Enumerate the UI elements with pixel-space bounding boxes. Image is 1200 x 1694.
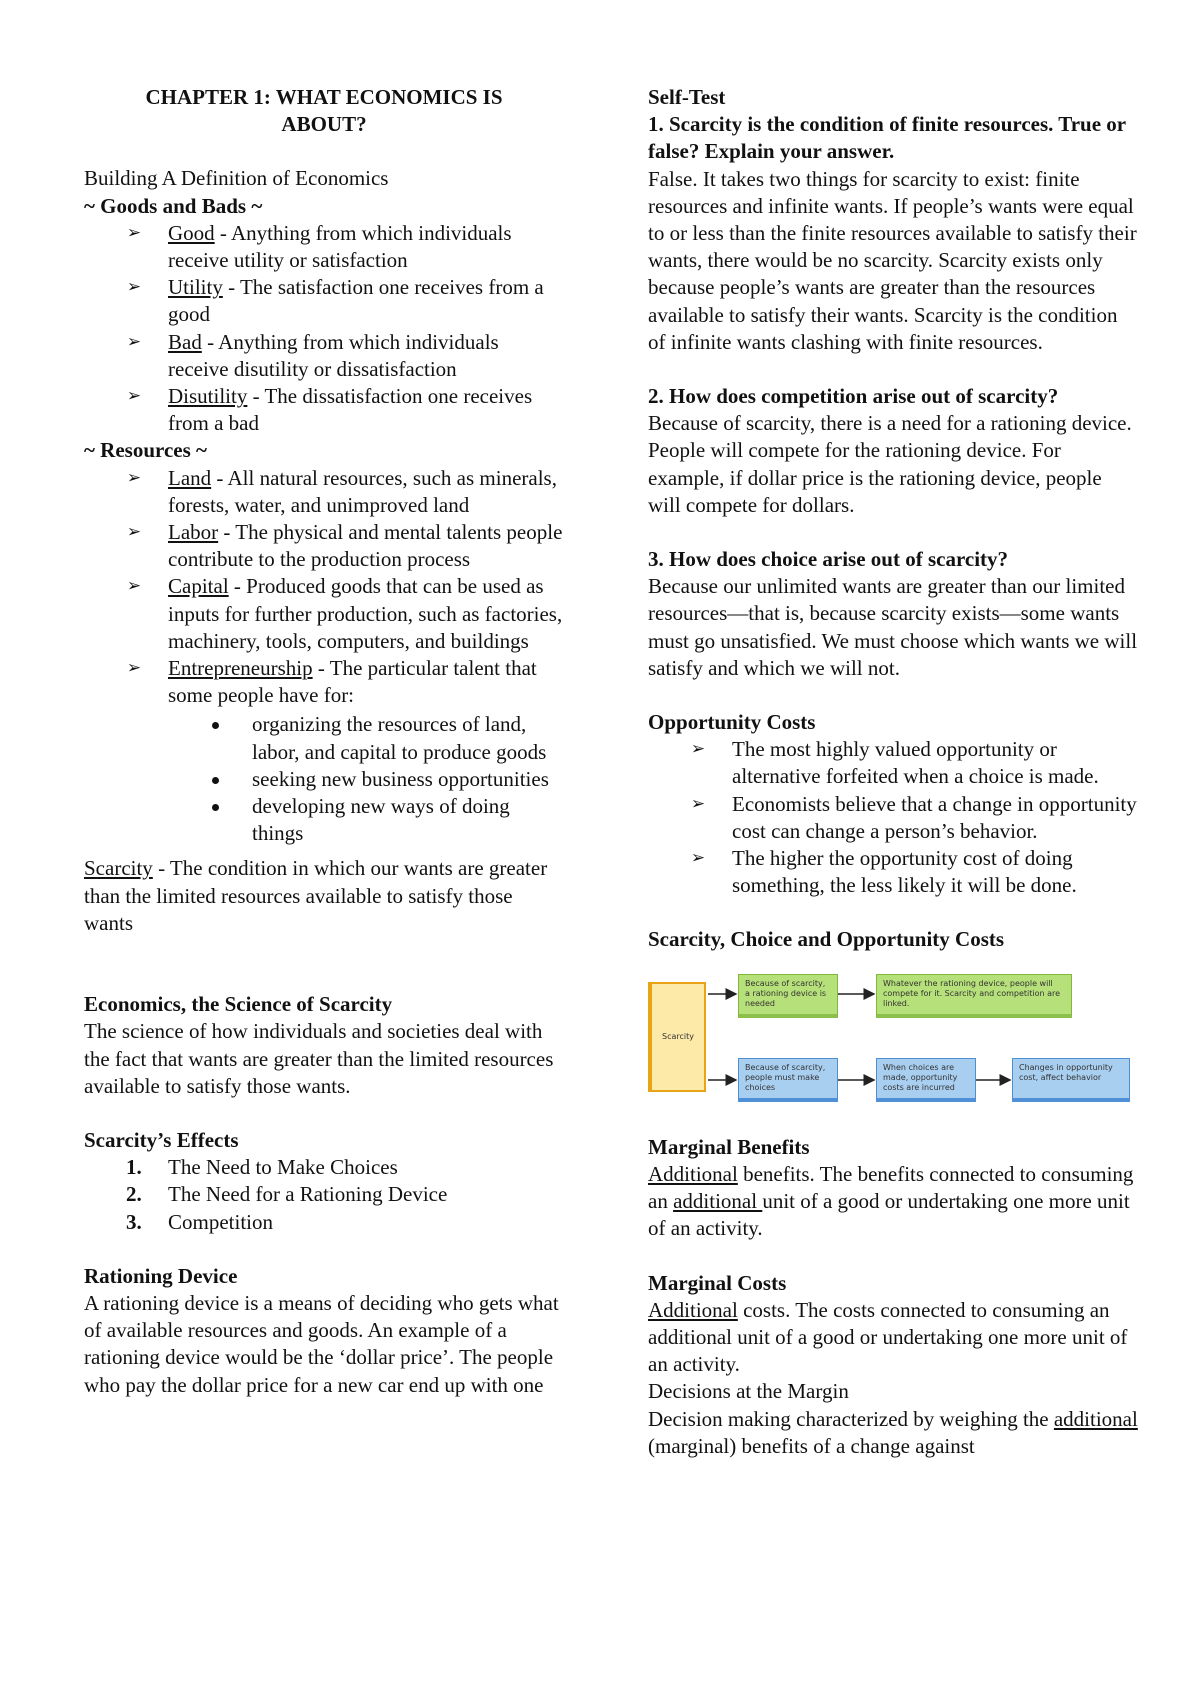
decisions-margin-text: Decision making characterized by weighing the additional (marginal) benefits of a change against [648, 1406, 1138, 1458]
decisions-margin-line: Decisions at the Margin [648, 1379, 849, 1404]
effects-heading: Scarcity’s Effects [84, 1127, 239, 1152]
arrow-bullet-icon: ➢ [690, 739, 706, 760]
resources-list [84, 465, 564, 848]
scarcity-flow-diagram [648, 968, 1138, 1108]
question-3: 3. How does choice arise out of scarcity? [648, 547, 1009, 572]
rationing-heading: Rationing Device [84, 1263, 238, 1288]
bullet-dot-icon [212, 777, 219, 784]
diagram-box-scarcity: Scarcity [648, 982, 706, 1092]
list-item: ➢ Labor - The physical and mental talents people contribute to the production process [84, 519, 564, 573]
opportunity-costs-heading: Opportunity Costs [648, 710, 816, 735]
diagram-box-opportunity-costs: When choices are made, opportunity costs are incurred [876, 1058, 976, 1102]
arrow-bullet-icon: ➢ [690, 793, 706, 814]
list-item: 2. The Need for a Rationing Device [126, 1182, 448, 1207]
list-item: ➢ Capital - Produced goods that can be used as inputs for further production, such as factories, machinery, tools, computers, and buildings [84, 573, 564, 655]
left-column [84, 84, 564, 1399]
rationing-text: A rationing device is a means of deciding who gets what of available resources and goods. An example of a rationing device would be the ‘dollar price’. The people who pay the dollar price for a new car end up with one [84, 1290, 559, 1397]
list-item: ➢ The most highly valued opportunity or alternative forfeited when a choice is made. [648, 736, 1138, 790]
section-subtitle: Building A Definition of Economics [84, 166, 389, 191]
marginal-costs-text: Additional costs. The costs connected to consuming an additional unit of a good or undertaking one more unit of an activity. [648, 1297, 1128, 1377]
goods-heading: ~ Goods and Bads ~ [84, 193, 263, 218]
diagram-box-choices: Because of scarcity, people must make choices [738, 1058, 838, 1102]
arrow-bullet-icon: ➢ [690, 848, 706, 869]
list-item: organizing the resources of land, labor, and capital to produce goods [168, 711, 564, 765]
diagram-box-behavior: Changes in opportunity cost, affect behavior [1012, 1058, 1130, 1102]
list-item: ➢ Entrepreneurship - The particular talent that some people have for: organizing the resources of land, labor, and capital to produce goods seeking new business opportunities developing new ways of doing things [84, 655, 564, 847]
chapter-title: CHAPTER 1: WHAT ECONOMICS IS ABOUT? [145, 85, 503, 137]
opportunity-costs-list [648, 736, 1138, 899]
arrow-bullet-icon: ➢ [126, 222, 142, 243]
answer-1: False. It takes two things for scarcity to exist: finite resources and infinite wants. If people’s wants were equal to or less than the finite resources available to satisfy their wants, there would be no scarcity. Scarcity exists only because people’s wants are greater than the resources available to satisfy their wants. Scarcity is the condition of infinite wants clashing with finite resources. [648, 166, 1137, 354]
list-item: ➢ Utility - The satisfaction one receives from a good [84, 274, 564, 328]
list-item: ➢ Disutility - The dissatisfaction one receives from a bad [84, 383, 564, 437]
list-item: 3. Competition [126, 1209, 273, 1234]
scarcity-definition: Scarcity - The condition in which our wants are greater than the limited resources available to satisfy those wants [84, 856, 548, 935]
economics-heading: Economics, the Science of Scarcity [84, 992, 393, 1017]
answer-3: Because our unlimited wants are greater than our limited resources—that is, because scarcity exists—some wants must go unsatisfied. We must choose which wants we will satisfy and which we will not. [648, 574, 1138, 680]
right-column [648, 84, 1138, 1460]
list-item: 1. The Need to Make Choices [126, 1155, 398, 1180]
diagram-box-competition: Whatever the rationing device, people will compete for it. Scarcity and competition are linked. [876, 974, 1072, 1018]
self-test-heading: Self-Test [648, 85, 726, 109]
marginal-costs-heading: Marginal Costs [648, 1270, 787, 1295]
answer-2: Because of scarcity, there is a need for a rationing device. People will compete for the rationing device. For example, if dollar price is the rationing device, people will compete for dollars. [648, 411, 1132, 517]
list-item: seeking new business opportunities [168, 766, 564, 793]
diagram-heading: Scarcity, Choice and Opportunity Costs [648, 927, 1005, 952]
marginal-benefits-text: Additional benefits. The benefits connected to consuming an additional unit of a good or undertaking one more unit of an activity. [648, 1161, 1134, 1241]
economics-text: The science of how individuals and societies deal with the fact that wants are greater than the limited resources available to satisfy those wants. [84, 1019, 554, 1098]
arrow-bullet-icon: ➢ [126, 658, 142, 679]
question-1: 1. Scarcity is the condition of finite resources. True or false? Explain your answer. [648, 112, 1126, 164]
bullet-dot-icon [212, 722, 219, 729]
list-item: ➢ Land - All natural resources, such as minerals, forests, water, and unimproved land [84, 465, 564, 519]
resources-heading: ~ Resources ~ [84, 438, 207, 463]
arrow-bullet-icon: ➢ [126, 277, 142, 298]
arrow-bullet-icon: ➢ [126, 386, 142, 407]
arrow-bullet-icon: ➢ [126, 331, 142, 352]
diagram-box-rationing-needed: Because of scarcity, a rationing device is needed [738, 974, 838, 1018]
list-item: ➢ Bad - Anything from which individuals receive disutility or dissatisfaction [84, 329, 564, 383]
bullet-dot-icon [212, 804, 219, 811]
list-item: ➢ Economists believe that a change in opportunity cost can change a person’s behavior. [648, 791, 1138, 845]
arrow-bullet-icon: ➢ [126, 576, 142, 597]
arrow-bullet-icon: ➢ [126, 467, 142, 488]
marginal-benefits-heading: Marginal Benefits [648, 1134, 810, 1159]
list-item: ➢ Good - Anything from which individuals receive utility or satisfaction [84, 220, 564, 274]
goods-list [84, 220, 564, 438]
effects-list [84, 1154, 564, 1236]
list-item: developing new ways of doing things [168, 793, 564, 847]
arrow-bullet-icon: ➢ [126, 522, 142, 543]
question-2: 2. How does competition arise out of scarcity? [648, 384, 1059, 409]
list-item: ➢ The higher the opportunity cost of doing something, the less likely it will be done. [648, 845, 1138, 899]
entrepreneurship-sublist [168, 711, 564, 847]
